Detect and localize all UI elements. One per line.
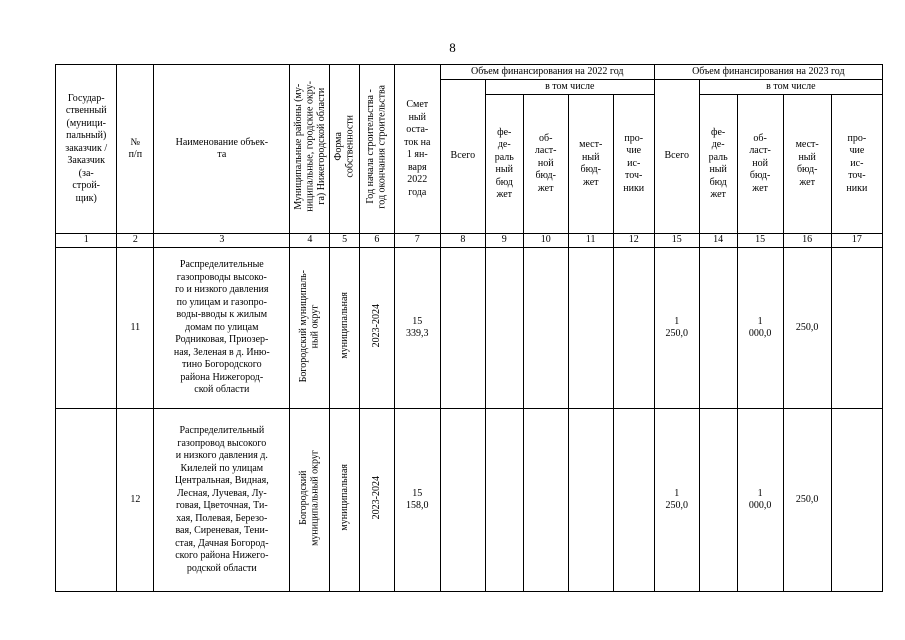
col-number: 15 xyxy=(654,234,699,248)
header-district: Муниципальные районы (му- ниципальные, городские окру- га) Нижегородской области xyxy=(290,65,330,234)
federal-2022-cell xyxy=(485,409,523,592)
object-name: Распределительные газопроводы высоко- го и низкого давления по улицам и газопро- воды-вводы к жилым домам по улицам Родниковая, Приозер- ная, Зеленая в д. Иню- тино Богородского района Нижегород- ской области xyxy=(154,248,290,409)
col-number: 10 xyxy=(523,234,568,248)
col-number: 14 xyxy=(699,234,737,248)
local-2023-cell: 250,0 xyxy=(783,409,831,592)
regional-2022-cell xyxy=(523,409,568,592)
header-regional-2022: об- ласт- ной бюд- жет xyxy=(523,95,568,234)
col-number: 17 xyxy=(831,234,882,248)
customer-cell xyxy=(56,409,117,592)
header-customer: Государ- ственный (муници- пальный) заказчик / Заказчик (за- строй- щик) xyxy=(56,65,117,234)
district-cell: Богородский муниципаль- ный округ xyxy=(290,248,330,409)
header-other-2023: про- чие ис- точ- ники xyxy=(831,95,882,234)
header-incl-2023: в том числе xyxy=(699,80,882,95)
col-number: 6 xyxy=(359,234,394,248)
col-number: 1 xyxy=(56,234,117,248)
header-row-1 xyxy=(56,65,883,80)
federal-2023-cell xyxy=(699,409,737,592)
total-2022-cell xyxy=(440,248,485,409)
estimate-cell: 15 339,3 xyxy=(394,248,440,409)
header-total-2022: Всего xyxy=(440,80,485,234)
table-row xyxy=(56,409,883,592)
other-2023-cell xyxy=(831,409,882,592)
col-number: 9 xyxy=(485,234,523,248)
col-number: 7 xyxy=(394,234,440,248)
federal-2022-cell xyxy=(485,248,523,409)
other-2023-cell xyxy=(831,248,882,409)
local-2023-cell: 250,0 xyxy=(783,248,831,409)
header-years: Год начала строительства - год окончания строительства xyxy=(359,65,394,234)
object-name: Распределительный газопровод высокого и низкого давления д. Килелей по улицам Центральная, Видная, Лесная, Лучевая, Лу- говая, Цветочная, Ти- хая, Полевая, Березо- вая, Сиреневая, Тени- стая, Дачная Богород- ского района Нижего- родской области xyxy=(154,409,290,592)
other-2022-cell xyxy=(613,409,654,592)
col-number: 15 xyxy=(737,234,783,248)
estimate-cell: 15 158,0 xyxy=(394,409,440,592)
header-name: Наименование объек- та xyxy=(154,65,290,234)
years-cell: 2023-2024 xyxy=(359,409,394,592)
total-2023-cell: 1 250,0 xyxy=(654,248,699,409)
local-2022-cell xyxy=(568,248,613,409)
header-other-2022: про- чие ис- точ- ники xyxy=(613,95,654,234)
header-total-2023: Всего xyxy=(654,80,699,234)
row-number: 11 xyxy=(117,248,154,409)
page-number: 8 xyxy=(449,40,456,55)
other-2022-cell xyxy=(613,248,654,409)
regional-2022-cell xyxy=(523,248,568,409)
col-number: 5 xyxy=(330,234,360,248)
header-fin-2022: Объем финансирования на 2022 год xyxy=(440,65,654,80)
col-number: 2 xyxy=(117,234,154,248)
table-row xyxy=(56,248,883,409)
header-incl-2022: в том числе xyxy=(485,80,654,95)
financing-table xyxy=(55,64,883,592)
header-estimate: Смет ный оста- ток на 1 ян- варя 2022 года xyxy=(394,65,440,234)
local-2022-cell xyxy=(568,409,613,592)
col-number: 16 xyxy=(783,234,831,248)
header-local-2023: мест- ный бюд- жет xyxy=(783,95,831,234)
federal-2023-cell xyxy=(699,248,737,409)
row-number: 12 xyxy=(117,409,154,592)
header-local-2022: мест- ный бюд- жет xyxy=(568,95,613,234)
header-fin-2023: Объем финансирования на 2023 год xyxy=(654,65,882,80)
header-federal-2023: фе- де- раль ный бюд жет xyxy=(699,95,737,234)
regional-2023-cell: 1 000,0 xyxy=(737,248,783,409)
col-number: 4 xyxy=(290,234,330,248)
regional-2023-cell: 1 000,0 xyxy=(737,409,783,592)
ownership-cell: муниципальная xyxy=(330,248,360,409)
header-ownership: Форма собственности xyxy=(330,65,360,234)
col-number: 12 xyxy=(613,234,654,248)
header-regional-2023: об- ласт- ной бюд- жет xyxy=(737,95,783,234)
col-number: 11 xyxy=(568,234,613,248)
header-federal-2022: фе- де- раль ный бюд жет xyxy=(485,95,523,234)
column-number-row xyxy=(56,234,883,248)
years-cell: 2023-2024 xyxy=(359,248,394,409)
col-number: 3 xyxy=(154,234,290,248)
total-2022-cell xyxy=(440,409,485,592)
ownership-cell: муниципальная xyxy=(330,409,360,592)
total-2023-cell: 1 250,0 xyxy=(654,409,699,592)
district-cell: Богородский муниципальный округ xyxy=(290,409,330,592)
customer-cell xyxy=(56,248,117,409)
header-num: № п/п xyxy=(117,65,154,234)
col-number: 8 xyxy=(440,234,485,248)
